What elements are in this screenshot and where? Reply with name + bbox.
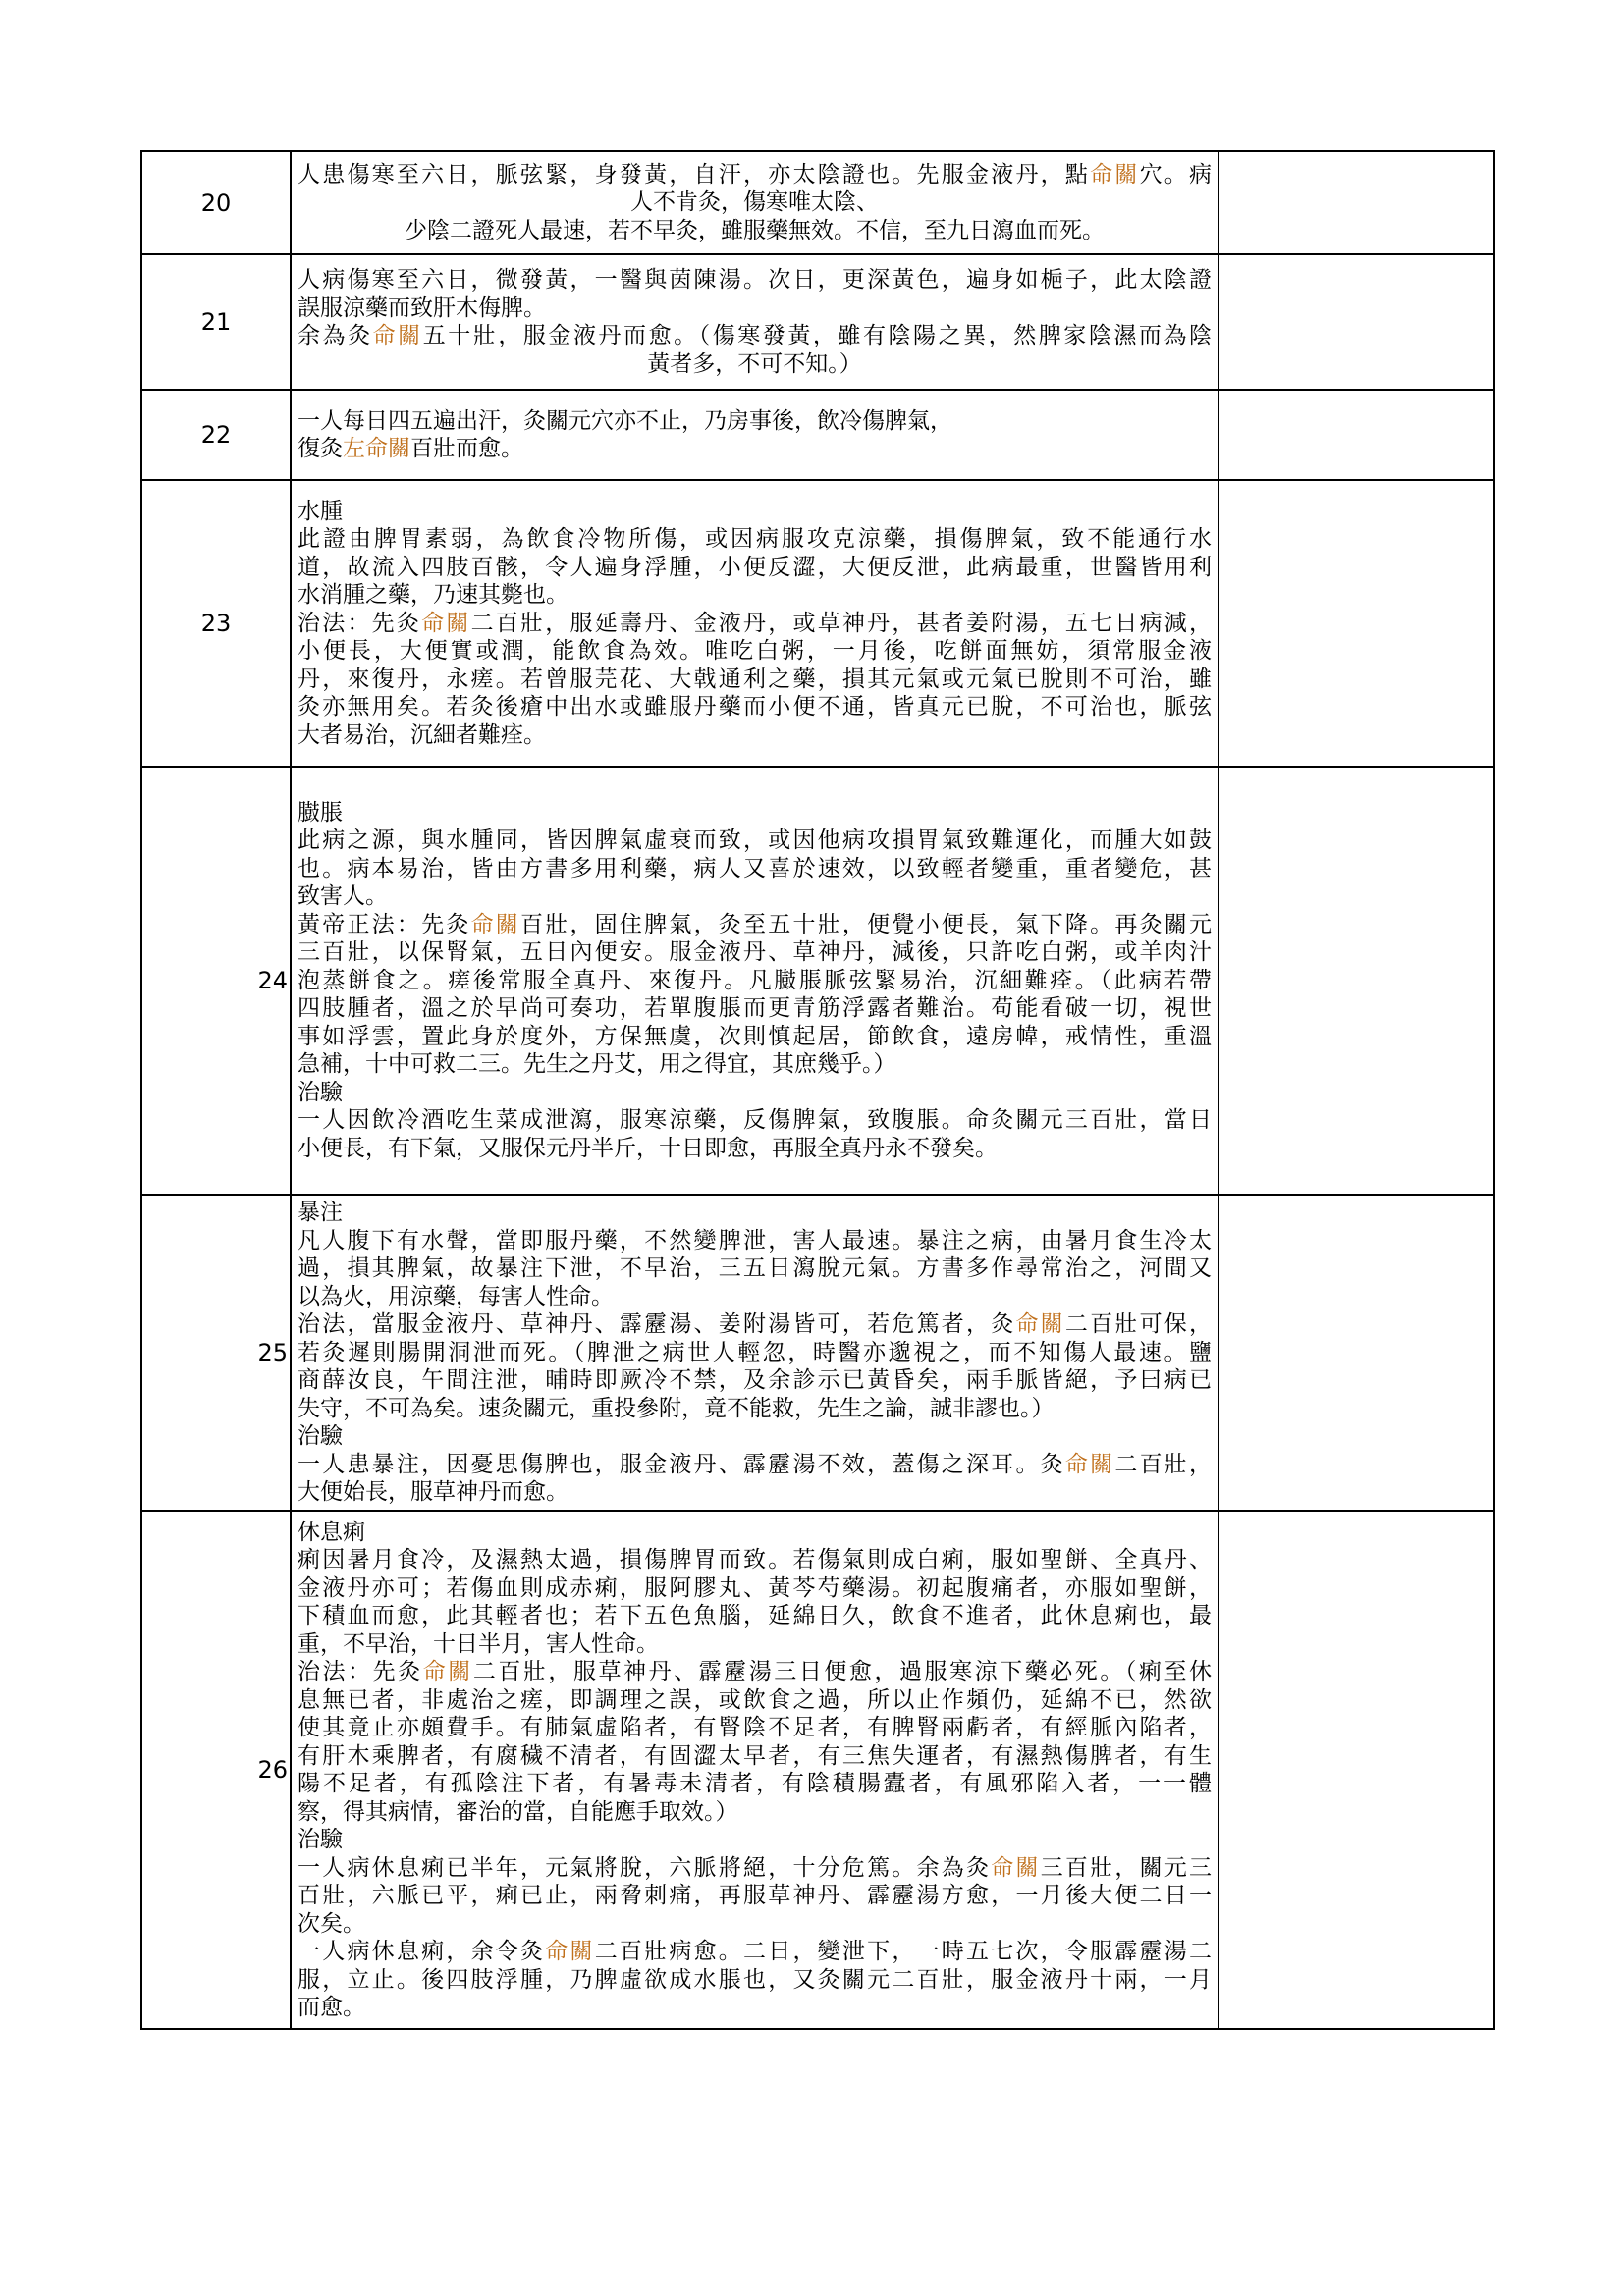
text-line — [298, 1255, 1212, 1283]
text-line — [298, 217, 1212, 245]
text-segment: 二百壯可保， — [1064, 1311, 1212, 1338]
text-segment: 二百壯， — [1114, 1451, 1212, 1477]
case-number: 25 — [141, 1195, 291, 1511]
text-line — [298, 188, 1212, 217]
case-number: 26 — [141, 1511, 291, 2029]
text-segment: 道，故流入四肢百骸，令人遍身浮腫，小便反澀，大便反泄，此病最重，世醫皆用利 — [298, 554, 1212, 580]
case-number: 24 — [141, 767, 291, 1195]
text-segment: 一人病休息痢已半年，元氣將脫，六脈將絕，十分危篤。余為灸 — [298, 1854, 992, 1881]
notes-cell — [1218, 151, 1494, 254]
text-line — [298, 855, 1212, 883]
text-segment: 二百壯，服草神丹、霹靂湯三日便愈，過服寒涼下藥必死。（痢至休 — [472, 1659, 1212, 1684]
text-segment: 凡人腹下有水聲，當即服丹藥，不然變脾泄，害人最速。暴注之病，由暑月食生冷太 — [298, 1227, 1212, 1254]
notes-cell — [1218, 1195, 1494, 1511]
text-segment: 泡蒸餅食之。瘥後常服全真丹、來復丹。凡臌脹脈弦緊易治，沉細難痊。（此病若帶 — [298, 967, 1212, 993]
text-segment: 失守，不可為矣。速灸關元，重投參附，竟不能救，先生之論，誠非謬也。） — [298, 1395, 1055, 1421]
text-segment: 治法，當服金液丹、草神丹、霹靂湯、姜附湯皆可，若危篤者，灸 — [298, 1311, 1016, 1338]
text-line — [298, 435, 1212, 463]
text-line — [298, 1770, 1212, 1798]
text-segment: 息無已者，非處治之瘥，即調理之誤，或飲食之過，所以止作頻仍，延綿不已，然欲 — [298, 1686, 1212, 1713]
text-segment: 暴注 — [298, 1200, 343, 1226]
text-line — [298, 1575, 1212, 1603]
acupoint-highlight: 命關 — [372, 323, 423, 348]
text-line — [298, 1519, 1212, 1547]
case-row — [141, 767, 1494, 1195]
text-segment: 灸亦無用矣。若灸後瘡中出水或雖服丹藥而小便不通，皆真元已脫，不可治也，脈弦 — [298, 694, 1212, 721]
text-line — [298, 693, 1212, 721]
text-line — [298, 1742, 1212, 1771]
case-row — [141, 151, 1494, 254]
text-segment: 痢因暑月食冷，及濕熱太過，損傷脾胃而致。若傷氣則成白痢，服如聖餅、全真丹、 — [298, 1547, 1212, 1573]
case-row — [141, 254, 1494, 390]
acupoint-highlight: 命關 — [991, 1854, 1041, 1881]
text-line — [298, 1658, 1212, 1686]
text-segment: 金液丹亦可；若傷血則成赤痢，服阿膠丸、黃芩芍藥湯。初起腹痛者，亦服如聖餅， — [298, 1575, 1212, 1601]
text-line — [298, 1938, 1212, 1966]
text-line — [298, 407, 1212, 436]
acupoint-highlight: 命關 — [421, 610, 471, 636]
text-segment: 治法：先灸 — [298, 1659, 423, 1684]
text-line — [298, 1079, 1212, 1107]
text-segment: 重，不早治，十日半月，害人性命。 — [298, 1630, 659, 1657]
text-line — [298, 1135, 1212, 1163]
text-segment: 大便始長，服草神丹而愈。 — [298, 1479, 568, 1506]
text-segment: 水腫 — [298, 498, 343, 524]
text-segment: 大者易治，沉細者難痊。 — [298, 721, 546, 748]
case-number: 20 — [141, 151, 291, 254]
text-line — [298, 1478, 1212, 1507]
case-row — [141, 1511, 1494, 2029]
text-line — [298, 1546, 1212, 1575]
text-segment: 而愈。 — [298, 1995, 365, 2020]
text-segment: 事如浮雲，置此身於度外，方保無虞，次則慎起居，節飲食，遠房幃，戒情性，重溫 — [298, 1023, 1212, 1049]
text-segment: 治驗 — [298, 1423, 343, 1450]
text-segment: 商薛汝良，午間注泄，晡時即厥冷不禁，及余診示已黃昏矣，兩手脈皆絕，予曰病已 — [298, 1367, 1212, 1394]
text-segment: 水消腫之藥，乃速其斃也。 — [298, 582, 568, 609]
text-segment: 小便長，大便實或潤，能飲食為效。唯吃白粥，一月後，吃餅面無妨，須常服金液 — [298, 638, 1212, 665]
text-segment: 急補，十中可救二三。先生之丹艾，用之得宜，其庶幾乎。） — [298, 1051, 896, 1078]
text-line — [298, 610, 1212, 638]
text-line — [298, 799, 1212, 828]
text-line — [298, 1050, 1212, 1079]
acupoint-highlight: 命關 — [470, 911, 521, 937]
case-table — [140, 150, 1495, 2030]
text-segment: 有肝木乘脾者，有腐穢不清者，有固澀太早者，有三焦失運者，有濕熱傷脾者，有生 — [298, 1742, 1212, 1769]
text-segment: 服，立止。後四肢浮腫，乃脾虛欲成水脹也，又灸關元二百壯，服金液丹十兩，一月 — [298, 1966, 1212, 1993]
text-line — [298, 1395, 1212, 1423]
case-text — [291, 1511, 1218, 2029]
text-line — [298, 938, 1212, 967]
text-segment: 誤服涼藥而致肝木侮脾。 — [298, 294, 546, 321]
text-line — [298, 498, 1212, 526]
text-line — [298, 1966, 1212, 1995]
text-segment: 也。病本易治，皆由方書多用利藥，病人又喜於速效，以致輕者變重，重者變危，甚 — [298, 855, 1212, 881]
text-segment: 一人每日四五遍出汗，灸關元穴亦不止，乃房事後，飲冷傷脾氣， — [298, 407, 952, 434]
text-line — [298, 882, 1212, 911]
text-segment: 此證由脾胃素弱，為飲食冷物所傷，或因病服攻克涼藥，損傷脾氣，致不能通行水 — [298, 526, 1212, 553]
text-line — [298, 967, 1212, 995]
acupoint-highlight: 命關 — [1064, 1451, 1115, 1477]
text-segment: 百壯，六脈已平，痢已止，兩脅刺痛，再服草神丹、霹靂湯方愈，一月後大便二日一 — [298, 1883, 1212, 1908]
text-line — [298, 525, 1212, 554]
text-segment: 過，損其脾氣，故暴注下泄，不早治，三五日瀉脫元氣。方書多作尋常治之，河間又 — [298, 1255, 1212, 1282]
acupoint-highlight: 命關 — [1015, 1311, 1065, 1338]
text-line — [298, 637, 1212, 666]
text-segment: 使其竟止亦頗費手。有肺氣虛陷者，有腎陰不足者，有脾腎兩虧者，有經脈內陷者， — [298, 1715, 1212, 1740]
text-line — [298, 721, 1212, 750]
acupoint-highlight: 命關 — [422, 1659, 473, 1684]
text-line — [298, 1106, 1212, 1135]
text-segment: 臌脹 — [298, 799, 343, 826]
text-segment: 察，得其病情，審治的當，自能應手取效。） — [298, 1798, 738, 1825]
text-segment: 治法：先灸 — [298, 610, 422, 636]
text-segment: 黃帝正法：先灸 — [298, 911, 471, 937]
case-text — [291, 390, 1218, 480]
text-line — [298, 1023, 1212, 1051]
notes-cell — [1218, 1511, 1494, 2029]
text-line — [298, 1199, 1212, 1227]
text-line — [298, 554, 1212, 582]
text-segment: 小便長，有下氣，又服保元丹半斤，十日即愈，再服全真丹永不發矣。 — [298, 1135, 998, 1161]
text-segment: 五十壯，服金液丹而愈。（傷寒發黃，雖有陰陽之異，然脾家陰濕而為陰 — [422, 323, 1212, 348]
text-segment: 二百壯，服延壽丹、金液丹，或草神丹，甚者姜附湯，五七日病減， — [470, 610, 1212, 636]
case-text — [291, 1195, 1218, 1511]
text-segment: 休息痢 — [298, 1519, 365, 1545]
text-segment: 三百壯，以保腎氣，五日內便安。服金液丹、草神丹，減後，只許吃白粥，或羊肉汁 — [298, 939, 1212, 966]
text-line — [298, 1283, 1212, 1311]
text-segment: 次矣。 — [298, 1910, 365, 1937]
case-number: 21 — [141, 254, 291, 390]
text-segment: 陽不足者，有孤陰注下者，有暑毒未清者，有陰積腸蠹者，有風邪陷入者，一一體 — [298, 1771, 1212, 1796]
text-segment: 若灸遲則腸開洞泄而死。（脾泄之病世人輕忽，時醫亦邈視之，而不知傷人最速。鹽 — [298, 1339, 1212, 1365]
text-line — [298, 994, 1212, 1023]
text-line — [298, 350, 1212, 379]
text-line — [298, 666, 1212, 694]
text-segment: 一人患暴注，因憂思傷脾也，服金液丹、霹靂湯不效，蓋傷之深耳。灸 — [298, 1451, 1065, 1477]
text-segment: 人患傷寒至六日，脈弦緊，身發黃，自汗，亦太陰證也。先服金液丹，點 — [298, 161, 1091, 187]
case-text — [291, 254, 1218, 390]
text-line — [298, 1310, 1212, 1339]
case-text — [291, 767, 1218, 1195]
acupoint-highlight: 左命關 — [343, 436, 410, 461]
text-segment: 一人病休息痢，余令灸 — [298, 1939, 546, 1964]
case-row — [141, 480, 1494, 767]
notes-cell — [1218, 254, 1494, 390]
text-segment: 百壯而愈。 — [410, 436, 523, 461]
notes-cell — [1218, 480, 1494, 767]
text-segment: 少陰二證死人最速，若不早灸，雖服藥無效。不信，至九日瀉血而死。 — [405, 217, 1105, 243]
text-segment: 下積血而愈，此其輕者也；若下五色魚腦，延綿日久，飲食不進者，此休息痢也，最 — [298, 1603, 1212, 1629]
case-text — [291, 480, 1218, 767]
text-segment: 一人因飲冷酒吃生菜成泄瀉，服寒涼藥，反傷脾氣，致腹脹。命灸關元三百壯，當日 — [298, 1107, 1212, 1134]
text-segment: 人病傷寒至六日，微發黃，一醫與茵陳湯。次日，更深黃色，遍身如梔子，此太陰證 — [298, 267, 1212, 293]
text-line — [298, 1451, 1212, 1479]
text-segment: 丹，來復丹，永瘥。若曾服芫花、大戟通利之藥，損其元氣或元氣已脫則不可治，雖 — [298, 666, 1212, 692]
case-text — [291, 151, 1218, 254]
case-row — [141, 390, 1494, 480]
text-line — [298, 911, 1212, 939]
text-segment: 黃者多，不可不知。） — [647, 350, 862, 377]
text-line — [298, 1826, 1212, 1854]
text-segment: 治驗 — [298, 1827, 343, 1852]
text-line — [298, 161, 1212, 189]
text-line — [298, 1602, 1212, 1630]
text-segment: 余為灸 — [298, 323, 373, 348]
text-segment: 以為火，用涼藥，每害人性命。 — [298, 1283, 614, 1309]
text-line — [298, 1854, 1212, 1883]
text-segment: 人不肯灸，傷寒唯太陰、 — [630, 189, 879, 216]
acupoint-highlight: 命關 — [1090, 161, 1140, 187]
text-segment: 二百壯病愈。二日，變泄下，一時五七次，令服霹靂湯二 — [594, 1939, 1212, 1964]
text-line — [298, 1227, 1212, 1255]
notes-cell — [1218, 767, 1494, 1195]
case-row — [141, 1195, 1494, 1511]
text-line — [298, 266, 1212, 294]
text-line — [298, 1339, 1212, 1367]
text-line — [298, 294, 1212, 323]
text-line — [298, 1686, 1212, 1715]
notes-cell — [1218, 390, 1494, 480]
text-segment: 此病之源，與水腫同，皆因脾氣虛衰而致，或因他病攻損胃氣致難運化，而腫大如鼓 — [298, 828, 1212, 854]
case-number: 22 — [141, 390, 291, 480]
text-segment: 復灸 — [298, 436, 343, 461]
text-line — [298, 1714, 1212, 1742]
text-segment: 致害人。 — [298, 883, 388, 910]
text-segment: 三百壯，關元三 — [1040, 1854, 1212, 1881]
text-line — [298, 1882, 1212, 1910]
text-segment: 四肢腫者，溫之於早尚可奏功，若單腹脹而更青筋浮露者難治。苟能看破一切，視世 — [298, 995, 1212, 1022]
text-line — [298, 1994, 1212, 2022]
text-segment: 穴。病 — [1139, 161, 1212, 187]
text-line — [298, 1366, 1212, 1395]
text-line — [298, 322, 1212, 350]
text-segment: 百壯，固住脾氣，灸至五十壯，便覺小便長，氣下降。再灸關元 — [520, 911, 1212, 937]
text-line — [298, 1798, 1212, 1827]
acupoint-highlight: 命關 — [545, 1939, 595, 1964]
text-line — [298, 581, 1212, 610]
text-segment: 治驗 — [298, 1079, 343, 1105]
text-line — [298, 1422, 1212, 1451]
text-line — [298, 827, 1212, 855]
case-number: 23 — [141, 480, 291, 767]
text-line — [298, 1910, 1212, 1939]
text-line — [298, 1630, 1212, 1659]
